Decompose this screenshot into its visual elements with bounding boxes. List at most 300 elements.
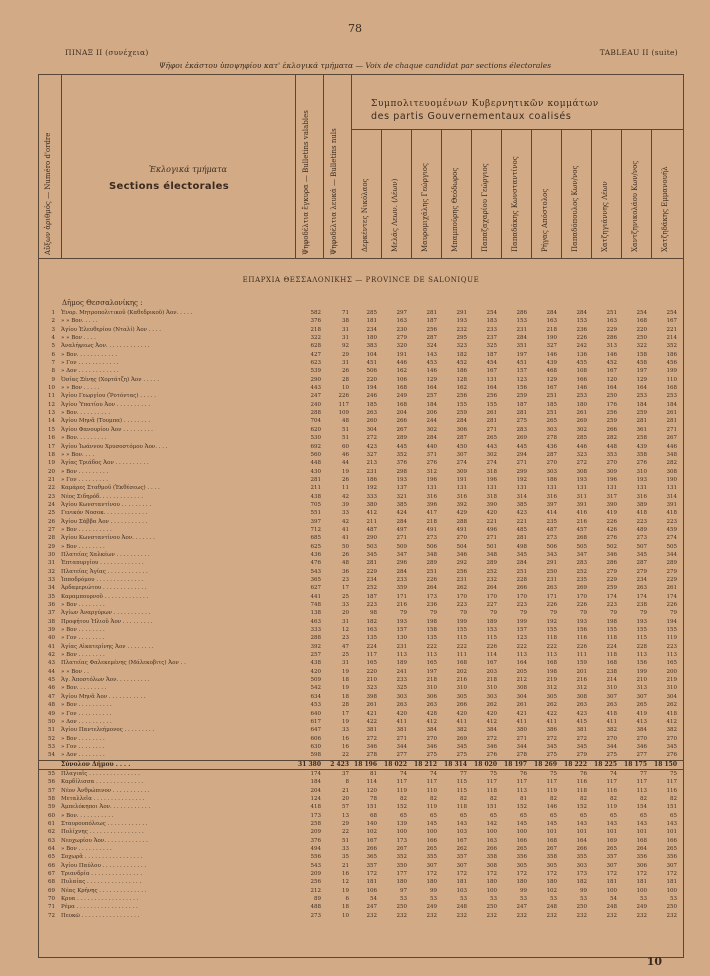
vote-cell: 33 [342, 602, 349, 609]
vote-cell: 44 [342, 460, 349, 467]
vote-cell: 270 [606, 735, 617, 742]
vote-cell: 345 [366, 551, 377, 558]
vote-cell: 279 [396, 335, 407, 342]
vote-cell: 307 [456, 451, 467, 458]
page-number: 78 [348, 22, 362, 35]
vote-cell: 233 [486, 326, 497, 333]
vote-cell: 164 [576, 837, 587, 844]
vote-cell: 119 [666, 635, 677, 642]
table-row [39, 726, 683, 734]
vote-cell: 145 [546, 820, 557, 827]
vote-cell: 229 [666, 577, 677, 583]
table-row [39, 468, 683, 476]
section-name: » » Βον. . . . . [61, 318, 98, 325]
vote-cell: 452 [606, 360, 617, 367]
vote-cell: 77 [460, 770, 467, 777]
vote-cell: 28 [342, 702, 349, 709]
vote-cell: 440 [426, 443, 437, 450]
vote-cell: 284 [396, 518, 407, 525]
footer-number: 10 [646, 955, 662, 968]
row-number: 58 [48, 795, 55, 802]
vote-cell: 19 [342, 887, 349, 894]
candidate-header: Παπαδάκης Κωνσταντίνος [511, 156, 519, 252]
table-row [39, 634, 683, 642]
vote-cell: 37 [342, 770, 349, 777]
vote-cell: 82 [610, 795, 617, 802]
municipality-title: Δῆμος Θεσσαλονίκης : [62, 299, 143, 307]
coalition-gr: Συμπολιτευομένων Κυβερνητικῶν κομμάτων [371, 99, 599, 109]
vote-cell: 81 [520, 795, 527, 802]
table-row [39, 887, 683, 895]
vote-cell: 232 [456, 912, 467, 919]
vote-cell: 312 [546, 685, 557, 692]
vote-cell: 316 [546, 493, 557, 500]
vote-cell: 294 [516, 451, 527, 458]
vote-cell: 193 [396, 476, 407, 483]
vote-cell: 131 [546, 485, 557, 492]
vote-cell: 314 [666, 493, 677, 500]
vote-cell: 348 [426, 551, 437, 558]
vote-cell: 221 [486, 518, 497, 525]
vote-cell: 238 [606, 668, 617, 675]
section-name: Μεταλλεῖα . . . . . . . . . . . . . . . [61, 795, 145, 802]
vote-cell: 371 [426, 451, 437, 458]
vote-cell: 98 [370, 610, 377, 617]
vote-cell: 164 [516, 660, 527, 667]
vote-cell: 236 [576, 326, 587, 333]
table-row [39, 870, 683, 878]
vote-cell: 206 [426, 410, 437, 417]
table-row [39, 743, 683, 751]
vote-cell: 266 [486, 846, 497, 852]
vote-cell: 154 [636, 804, 647, 811]
vote-cell: 167 [456, 837, 467, 844]
vote-cell: 427 [310, 351, 321, 358]
vote-cell: 412 [666, 718, 677, 725]
section-name: Γενικόν Νοσοκ. . . . . . . . . . . . . [61, 510, 148, 517]
table-row [39, 659, 683, 667]
vote-cell: 79 [580, 610, 587, 617]
vote-cell: 284 [426, 435, 437, 442]
vote-cell: 392 [310, 643, 321, 650]
section-name: Ἁγίου Μηνᾶ (Τουμπα) . . . . . . . . [61, 418, 151, 425]
vote-cell: 267 [396, 846, 407, 852]
vote-cell: 223 [666, 518, 677, 525]
vote-cell: 365 [366, 854, 377, 861]
vote-cell: 423 [366, 443, 377, 450]
vote-cell: 250 [546, 568, 557, 575]
section-name: Ἁγίου Κωνσταντίνου Ἀον. . . . . . . [61, 535, 155, 542]
vote-cell: 263 [396, 702, 407, 709]
vote-cell: 19 [342, 718, 349, 725]
vote-cell: 224 [366, 643, 377, 650]
vote-cell: 502 [606, 543, 617, 550]
vote-cell: 117 [546, 779, 557, 786]
vote-cell: 252 [576, 568, 587, 575]
vote-cell: 115 [456, 779, 467, 786]
vote-cell: 276 [426, 460, 437, 467]
section-name: » » Βον. . . . [61, 451, 95, 458]
vote-cell: 352 [666, 343, 677, 350]
vote-cell: 350 [396, 862, 407, 869]
vote-cell: 270 [636, 735, 647, 742]
vote-cell: 216 [456, 677, 467, 684]
vote-cell: 307 [606, 862, 617, 869]
vote-cell: 276 [486, 752, 497, 759]
section-name: » Γον . . . . . . . . . . . . [61, 360, 119, 367]
vote-cell: 199 [456, 618, 467, 625]
vote-cell: 424 [396, 510, 407, 517]
vote-cell: 192 [366, 485, 377, 492]
vote-cell: 100 [636, 887, 647, 894]
vote-cell: 451 [516, 360, 527, 367]
vote-cell: 53 [670, 896, 677, 903]
vote-cell: 267 [546, 846, 557, 852]
vote-cell: 118 [546, 635, 557, 642]
vote-cell: 186 [666, 351, 677, 358]
table-row [39, 770, 683, 778]
vote-cell: 68 [370, 812, 377, 819]
vote-cell: 75 [490, 770, 497, 777]
vote-cell: 468 [546, 368, 557, 375]
vote-cell: 184 [426, 401, 437, 408]
vote-cell: 310 [606, 685, 617, 692]
vote-cell: 232 [456, 326, 467, 333]
vote-cell: 303 [546, 468, 557, 475]
vote-cell: 380 [366, 501, 377, 508]
section-name: Καμάρες Σταθμοῦ (Ἐκθέσεως) . . . . [61, 485, 160, 492]
vote-cell: 173 [396, 837, 407, 844]
vote-cell: 92 [342, 343, 349, 350]
row-number: 56 [48, 779, 55, 786]
vote-cell: 539 [310, 368, 321, 375]
vote-cell: 158 [636, 351, 647, 358]
vote-cell: 53 [430, 896, 437, 903]
table-row [39, 501, 683, 509]
vote-cell: 115 [456, 635, 467, 642]
vote-cell: 505 [576, 543, 587, 550]
vote-cell: 279 [636, 568, 647, 575]
vote-cell: 100 [666, 887, 677, 894]
vote-cell: 306 [426, 693, 437, 700]
vote-cell: 102 [546, 887, 557, 894]
vote-cell: 287 [456, 435, 467, 442]
vote-cell: 220 [366, 376, 377, 383]
vote-cell: 100 [396, 829, 407, 836]
vote-cell: 284 [456, 418, 467, 425]
vote-cell: 321 [396, 493, 407, 500]
section-name: Ἁγίου Ὑπατίου Ἀον . . . . . . . . . . [61, 401, 151, 408]
table-row [39, 609, 683, 617]
vote-cell: 274 [456, 460, 467, 467]
vote-cell: 74 [610, 770, 617, 777]
vote-cell: 183 [486, 318, 497, 325]
candidate-header: Μελάς Λεων. (Λέων) [391, 178, 399, 252]
vote-cell: 192 [516, 476, 527, 483]
vote-cell: 310 [666, 685, 677, 692]
vote-cell: 164 [606, 385, 617, 392]
row-number: 19 [48, 460, 55, 467]
vote-cell: 422 [366, 718, 377, 725]
vote-cell: 281 [486, 418, 497, 425]
vote-cell: 118 [486, 787, 497, 794]
vote-cell: 543 [310, 568, 321, 575]
row-number: 29 [48, 543, 55, 550]
table-row [39, 601, 683, 609]
vote-cell: 113 [636, 652, 647, 659]
vote-cell: 598 [310, 752, 321, 759]
table-header [39, 75, 683, 259]
section-name: » Δον . . . . . . . . [61, 752, 105, 759]
vote-cell: 21 [342, 787, 349, 794]
vote-cell: 266 [576, 846, 587, 852]
vote-cell: 318 [486, 468, 497, 475]
vote-cell: 359 [396, 585, 407, 592]
vote-cell: 33 [342, 727, 349, 734]
section-name: Σταυρουπόλεως . . . . . . . . . . . . [61, 820, 148, 827]
section-name: Ἁγίου Κωνσταντίνου . . . . . . . . . [61, 501, 152, 508]
vote-cell: 100 [486, 829, 497, 836]
vote-cell: 231 [456, 577, 467, 583]
vote-cell: 166 [426, 837, 437, 844]
vote-cell: 229 [606, 326, 617, 333]
vote-cell: 29 [342, 820, 349, 827]
vote-cell: 346 [426, 743, 437, 750]
vote-cell: 316 [426, 493, 437, 500]
vote-cell: 308 [576, 468, 587, 475]
vote-cell: 172 [606, 871, 617, 878]
vote-cell: 290 [366, 535, 377, 542]
vote-cell: 289 [396, 435, 407, 442]
vote-cell: 305 [456, 693, 467, 700]
vote-cell: 226 [606, 518, 617, 525]
vote-cell: 416 [576, 510, 587, 517]
vote-cell: 411 [396, 718, 407, 725]
vote-cell: 232 [576, 912, 587, 919]
vote-cell: 275 [426, 752, 437, 759]
vote-cell: 117 [516, 779, 527, 786]
vote-cell: 113 [516, 787, 527, 794]
section-name: Ἁγίου Μηνᾶ Ἀον . . . . . . . . . . . [61, 693, 146, 700]
vote-cell: 170 [486, 593, 497, 600]
table-frame [38, 74, 684, 958]
table-row [39, 392, 683, 400]
row-number: 54 [48, 752, 55, 759]
vote-cell: 210 [366, 677, 377, 684]
vote-cell: 265 [546, 418, 557, 425]
vote-cell: 218 [426, 677, 437, 684]
vote-cell: 199 [516, 618, 527, 625]
vote-cell: 281 [516, 535, 527, 542]
vote-cell: 291 [546, 560, 557, 567]
table-row [39, 568, 683, 576]
row-number: 36 [48, 602, 55, 609]
vote-cell: 281 [366, 560, 377, 567]
vote-cell: 384 [636, 727, 647, 734]
vote-cell: 305 [516, 862, 527, 869]
vote-cell: 223 [516, 602, 527, 609]
table-row [39, 426, 683, 434]
vote-cell: 129 [546, 376, 557, 383]
row-number: 46 [48, 685, 55, 692]
vote-cell: 186 [546, 476, 557, 483]
vote-cell: 454 [486, 360, 497, 367]
vote-cell: 8 [345, 779, 349, 786]
vote-cell: 226 [486, 643, 497, 650]
row-number: 68 [48, 879, 55, 886]
vote-cell: 491 [456, 526, 467, 533]
vote-cell: 261 [576, 410, 587, 417]
vote-cell: 417 [426, 510, 437, 517]
row-number: 14 [48, 418, 55, 425]
section-name: Νέον Ἀνθρώπινον . . . . . . . . . . . [61, 787, 150, 794]
vote-cell: 143 [666, 820, 677, 827]
vote-cell: 262 [456, 585, 467, 592]
vote-cell: 262 [546, 702, 557, 709]
row-number: 31 [48, 560, 55, 567]
table-row [39, 735, 683, 743]
vote-cell: 503 [366, 543, 377, 550]
vote-cell: 170 [576, 593, 587, 600]
vote-cell: 16 [342, 871, 349, 878]
vote-cell: 381 [366, 727, 377, 734]
vote-cell: 165 [666, 660, 677, 667]
vote-cell: 234 [366, 577, 377, 583]
aux-number-header: Αὔξων ἀριθμός — Numéro d'ordre [44, 132, 52, 255]
section-name: Ἁγ. Ἀποστόλων Ἀον. . . . . . . . . . [61, 677, 150, 684]
vote-cell: 256 [486, 393, 497, 400]
section-name: Ἁγίου Γεωργίου (Ῥοτόντας) . . . . . [61, 393, 157, 400]
vote-cell: 155 [486, 401, 497, 408]
row-number: 63 [48, 837, 55, 844]
vote-cell: 181 [606, 879, 617, 886]
table-row [39, 912, 683, 920]
section-name: Ἁγίας Τριάδος Ἀον . . . . . . . . . . [61, 460, 149, 467]
vote-cell: 18 020 [474, 760, 497, 768]
vote-cell: 264 [426, 585, 437, 592]
vote-cell: 453 [310, 702, 321, 709]
vote-cell: 302 [576, 426, 587, 433]
vote-cell: 198 [426, 618, 437, 625]
vote-cell: 316 [456, 493, 467, 500]
vote-cell: 278 [516, 752, 527, 759]
vote-cell: 75 [670, 770, 677, 777]
vote-cell: 530 [310, 435, 321, 442]
vote-cell: 106 [366, 887, 377, 894]
table-row [39, 401, 683, 409]
vote-cell: 307 [456, 862, 467, 869]
vote-cell: 197 [426, 668, 437, 675]
vote-cell: 146 [576, 385, 587, 392]
vote-cell: 463 [310, 618, 321, 625]
vote-cell: 35 [342, 854, 349, 861]
vote-cell: 190 [666, 476, 677, 483]
vote-cell: 476 [310, 560, 321, 567]
vote-cell: 247 [516, 904, 527, 911]
vote-cell: 10 [342, 385, 349, 392]
vote-cell: 116 [576, 635, 587, 642]
vote-cell: 390 [486, 501, 497, 508]
row-number: 35 [48, 593, 55, 600]
vote-cell: 277 [636, 752, 647, 759]
vote-cell: 346 [486, 743, 497, 750]
row-number: 66 [48, 862, 55, 869]
row-number: 11 [48, 393, 55, 400]
vote-cell: 136 [576, 351, 587, 358]
vote-cell: 115 [456, 787, 467, 794]
vote-cell: 284 [396, 568, 407, 575]
vote-cell: 218 [310, 326, 321, 333]
row-number: 10 [48, 385, 55, 392]
row-number: 51 [48, 727, 55, 734]
vote-cell: 231 [396, 643, 407, 650]
vote-cell: 171 [396, 593, 407, 600]
vote-cell: 180 [366, 335, 377, 342]
row-number: 53 [48, 743, 55, 750]
vote-cell: 19 [342, 668, 349, 675]
vote-cell: 129 [636, 376, 647, 383]
vote-cell: 412 [366, 510, 377, 517]
vote-cell: 356 [636, 854, 647, 861]
vote-cell: 271 [516, 460, 527, 467]
table-row [39, 443, 683, 451]
vote-cell: 289 [426, 560, 437, 567]
row-number: 47 [48, 693, 55, 700]
vote-cell: 302 [486, 451, 497, 458]
vote-cell: 168 [546, 837, 557, 844]
vote-cell: 131 [486, 376, 497, 383]
vote-cell: 445 [516, 443, 527, 450]
vote-cell: 157 [516, 368, 527, 375]
vote-cell: 446 [396, 360, 407, 367]
vote-cell: 163 [606, 318, 617, 325]
vote-cell: 51 [342, 426, 349, 433]
vote-cell: 261 [366, 702, 377, 709]
vote-cell: 311 [576, 493, 587, 500]
vote-cell: 247 [310, 393, 321, 400]
row-number: 30 [48, 551, 55, 558]
vote-cell: 53 [580, 896, 587, 903]
candidate-header: Χατζηγιάννης Λέων [601, 181, 609, 252]
vote-cell: 249 [636, 904, 647, 911]
vote-cell: 253 [576, 393, 587, 400]
vote-cell: 234 [366, 326, 377, 333]
vote-cell: 172 [366, 871, 377, 878]
vote-cell: 65 [400, 812, 407, 819]
vote-cell: 271 [486, 535, 497, 542]
vote-cell: 365 [310, 577, 321, 583]
row-number: 60 [48, 812, 55, 819]
vote-cell: 352 [396, 451, 407, 458]
vote-cell: 327 [546, 343, 557, 350]
row-number: 3 [51, 326, 55, 333]
vote-cell: 221 [666, 326, 677, 333]
section-header-fr: Sections électorales [109, 181, 229, 192]
table-row [39, 643, 683, 651]
vote-cell: 65 [640, 812, 647, 819]
vote-cell: 79 [400, 610, 407, 617]
vote-cell: 118 [576, 787, 587, 794]
vote-cell: 411 [516, 718, 527, 725]
vote-cell: 229 [606, 577, 617, 583]
vote-cell: 114 [366, 779, 377, 786]
vote-cell: 109 [338, 410, 349, 417]
vote-cell: 263 [426, 702, 437, 709]
vote-cell: 185 [366, 401, 377, 408]
vote-cell: 262 [486, 702, 497, 709]
vote-cell: 270 [546, 460, 557, 467]
vote-cell: 259 [606, 418, 617, 425]
